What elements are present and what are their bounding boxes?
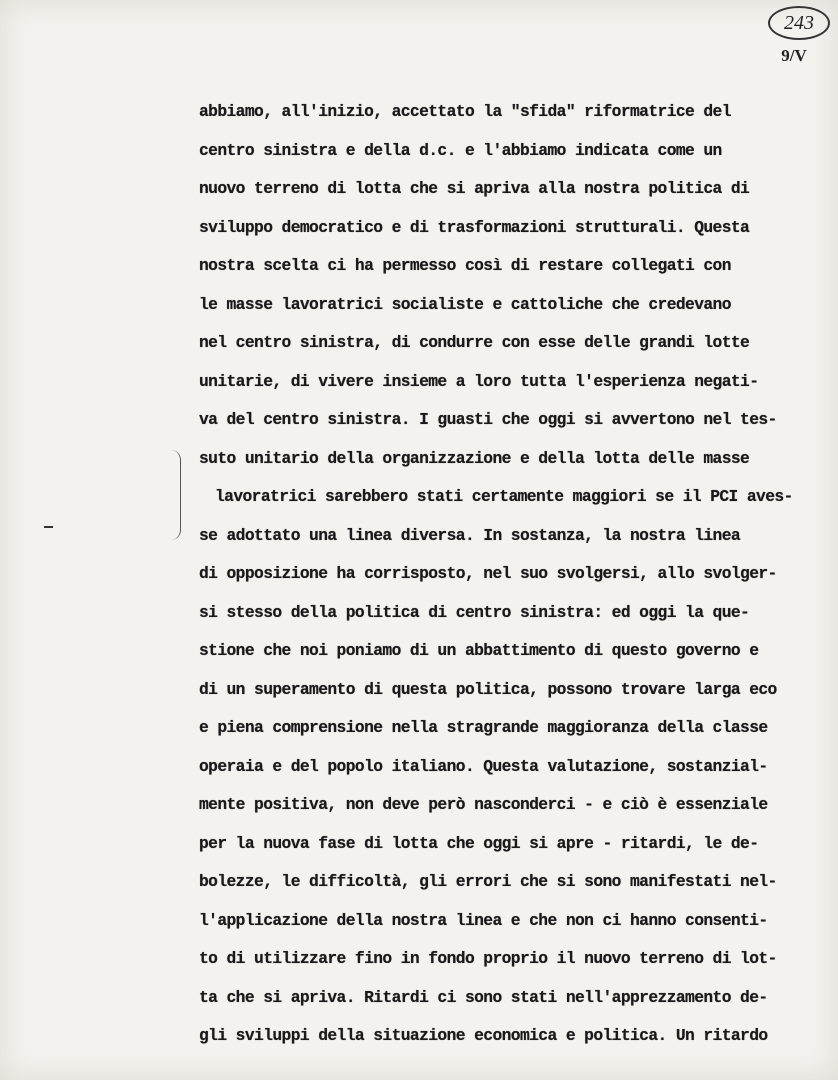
text-line: sviluppo democratico e di trasformazioni strutturali. Questa	[199, 217, 750, 237]
text-line: suto unitario della organizzazione e della lotta delle masse	[199, 448, 750, 468]
text-line: unitarie, di vivere insieme a loro tutta l'esperienza negati-	[199, 371, 759, 391]
text-line: le masse lavoratrici socialiste e cattoliche che credevano	[199, 294, 731, 314]
text-line: va del centro sinistra. I guasti che oggi si avvertono nel tes-	[199, 410, 777, 429]
text-line: nostra scelta ci ha permesso così di restare collegati con	[199, 256, 731, 275]
page-number: 9/V	[781, 46, 807, 65]
text-line: se adottato una linea diversa. In sostanza, la nostra linea	[199, 525, 741, 545]
body-text	[0, 93, 838, 1056]
text-line: mente positiva, non deve però nasconderci - e ciò è essenziale	[199, 795, 768, 814]
text-line: bolezze, le difficoltà, gli errori che si sono manifestati nel-	[199, 872, 777, 891]
text-line: abbiamo, all'inizio, accettato la "sfida" riformatrice del	[199, 102, 731, 121]
text-line: operaia e del popolo italiano. Questa valutazione, sostanzial-	[199, 756, 768, 776]
text-line: nel centro sinistra, di condurre con esse delle grandi lotte	[199, 333, 750, 352]
text-line: to di utilizzare fino in fondo proprio il nuovo terreno di lot-	[199, 949, 777, 968]
text-line: stione che noi poniamo di un abbattimento di questo governo e	[199, 641, 759, 660]
text-line: nuovo terreno di lotta che si apriva alla nostra politica di	[199, 179, 750, 198]
text-line: e piena comprensione nella stragrande maggioranza della classe	[199, 718, 768, 737]
text-line: di opposizione ha corrisposto, nel suo svolgersi, allo svolger-	[199, 564, 777, 583]
text-line: lavoratrici sarebbero stati certamente maggiori se il PCI aves-	[215, 487, 793, 506]
text-line: centro sinistra e della d.c. e l'abbiamo indicata come un	[199, 140, 722, 160]
text-line: ta che si apriva. Ritardi ci sono stati nell'apprezzamento de-	[199, 987, 768, 1007]
text-line: di un superamento di questa politica, possono trovare larga eco	[199, 679, 777, 699]
text-line: l'applicazione della nostra linea e che non ci hanno consenti-	[199, 910, 768, 930]
text-line: gli sviluppi della situazione economica e politica. Un ritardo	[199, 1026, 768, 1045]
text-line: si stesso della politica di centro sinistra: ed oggi la que-	[199, 602, 750, 622]
archive-stamp: 243	[768, 6, 830, 40]
text-line: per la nuova fase di lotta che oggi si apre - ritardi, le de-	[199, 833, 759, 853]
